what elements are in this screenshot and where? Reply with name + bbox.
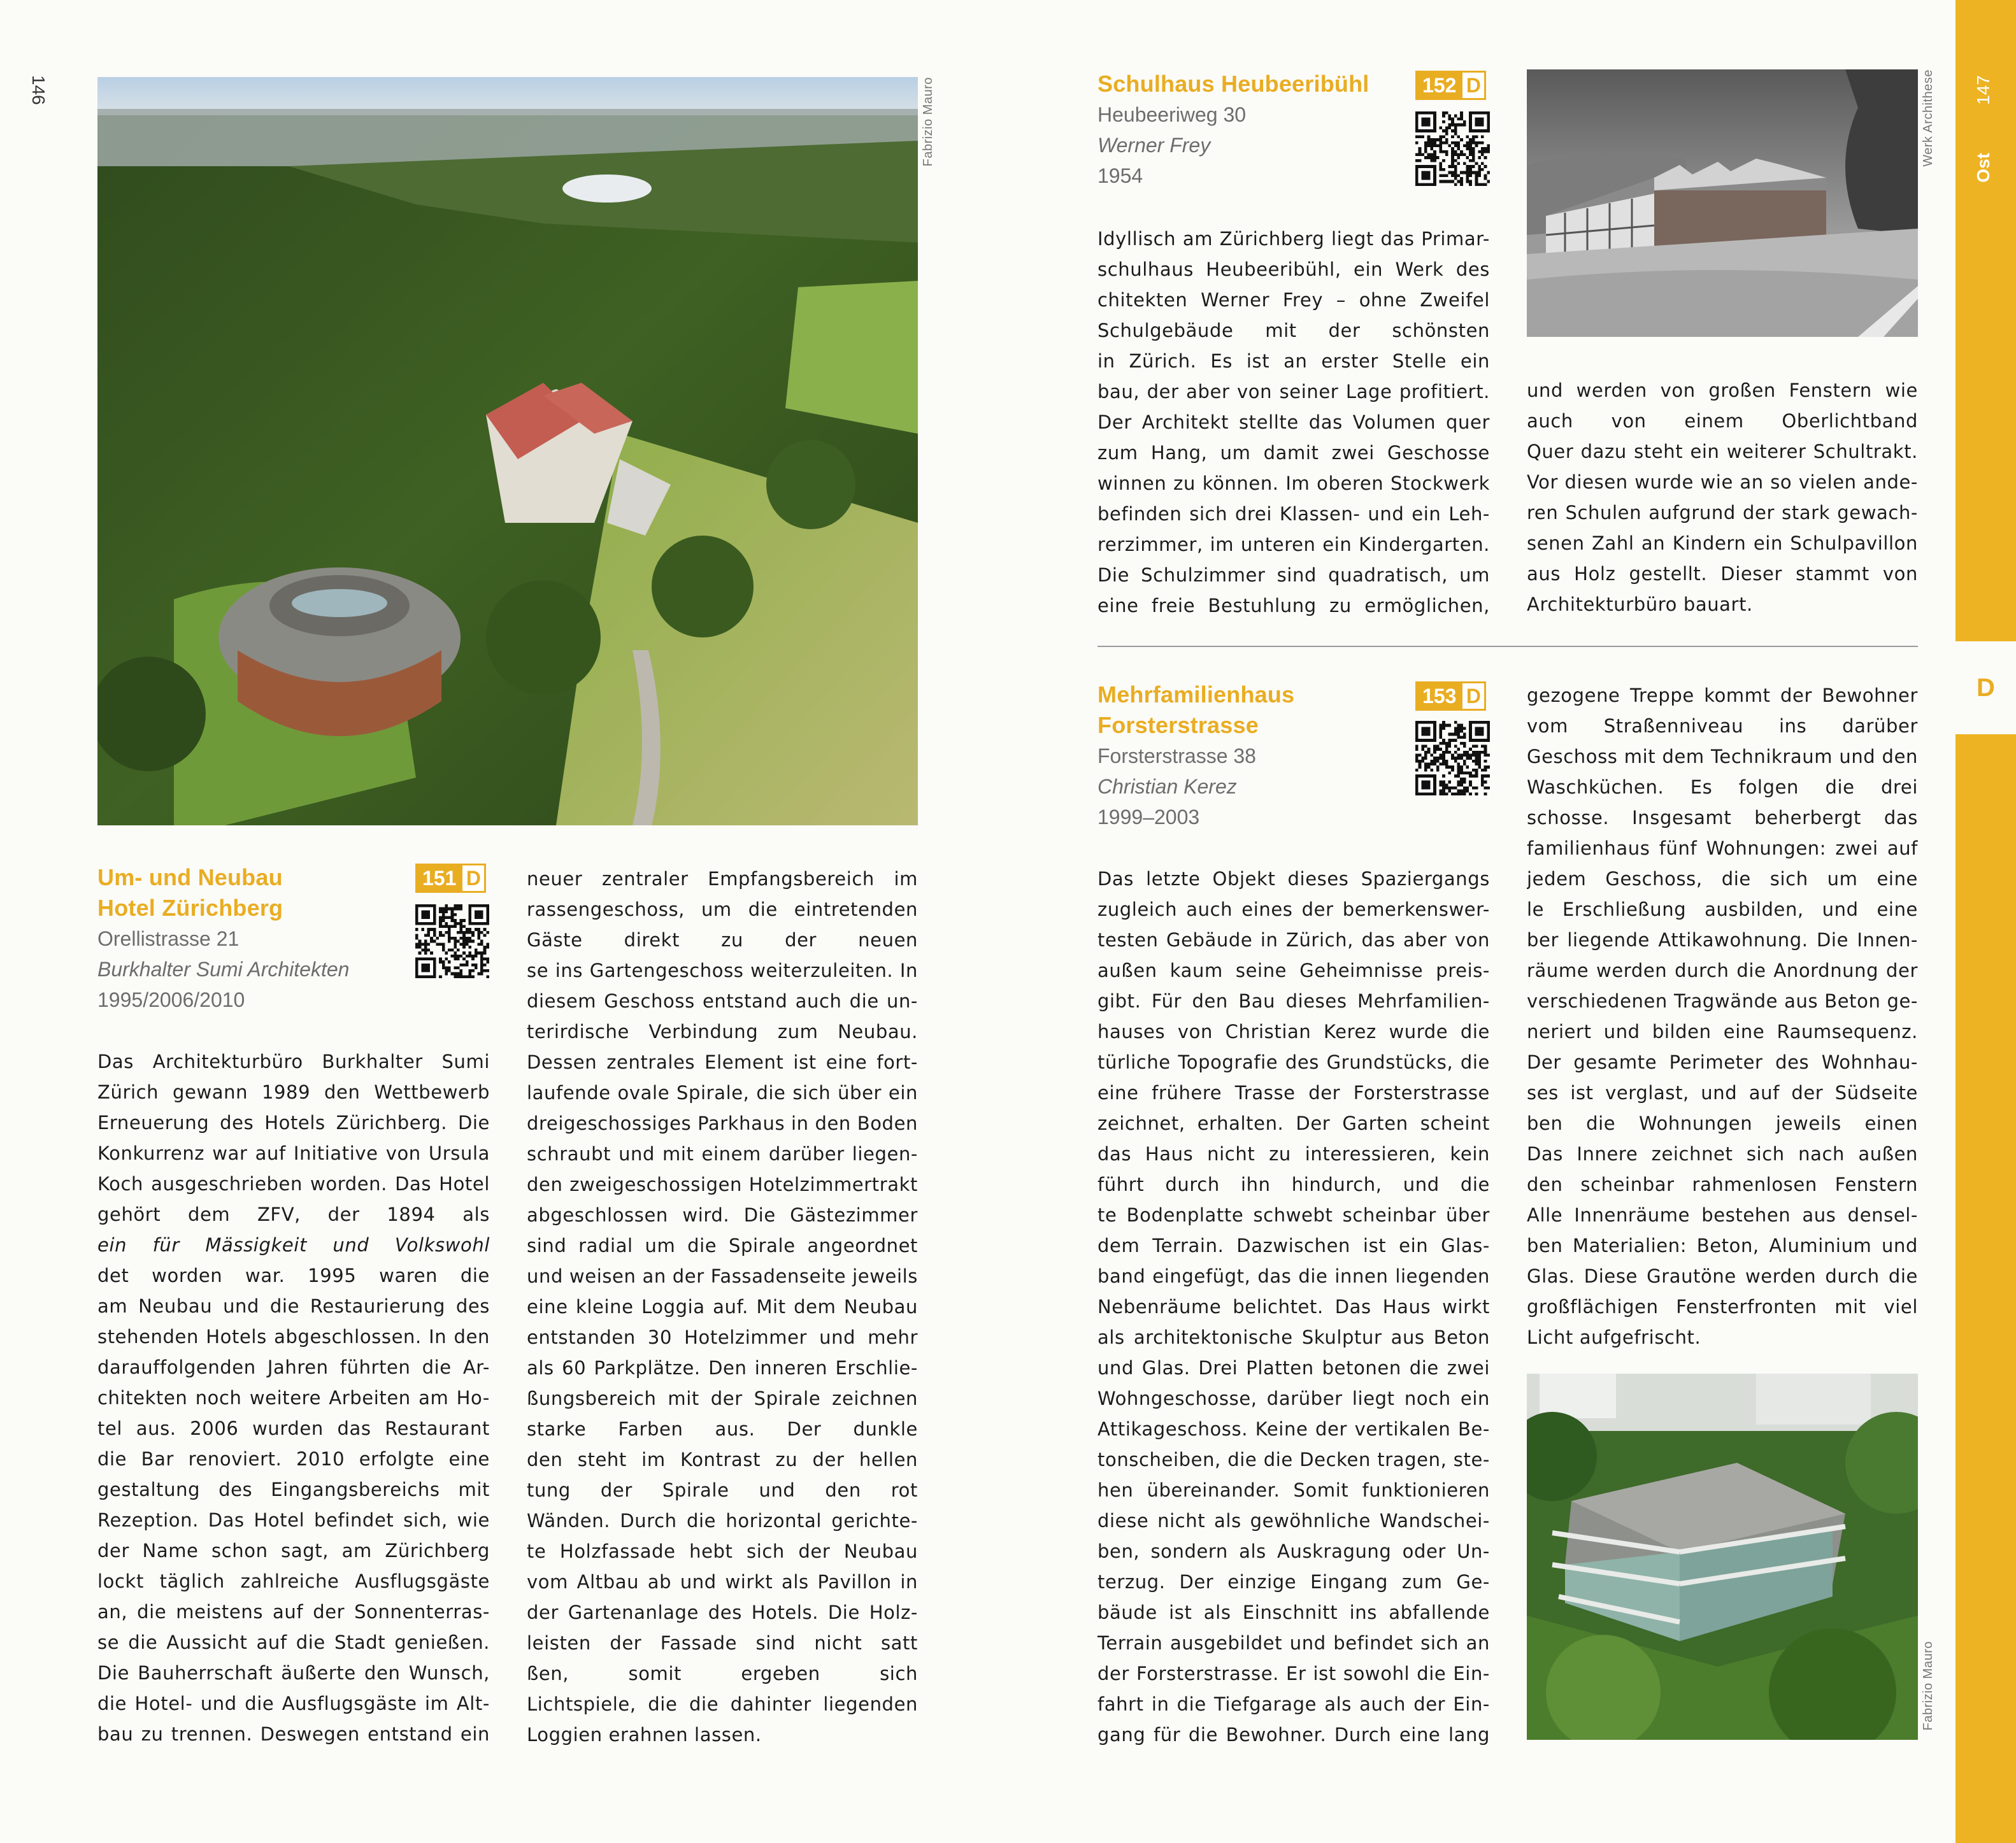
text-line: terzug. Der einzige Eingang zum Ge- [1097,1571,1490,1593]
photo-credit: Fabrizio Mauro [921,77,935,167]
text-line: den zweigeschossigen Hotelzimmertrakt [527,1174,918,1195]
text-line: als architektonische Skulptur aus Beton [1097,1327,1490,1348]
entry-title: Schulhaus Heubeeribühl [1097,71,1369,97]
text-line: lockt täglich zahlreiche Ausflugsgäste [97,1570,490,1592]
text-line: die Hotel- und die Ausflugsgäste im Alt- [97,1693,490,1714]
text-line: jedem Geschoss, die sich um eine [1527,868,1918,890]
qr-code-icon [1415,111,1490,186]
text-line: ben die Wohnungen jeweils einen [1527,1113,1918,1134]
text-line: ren Schulen aufgrund der stark gewach- [1527,502,1918,523]
text-line: neuer zentraler Empfangsbereich im [527,868,918,890]
text-line: Die Schulzimmer sind quadratisch, um [1097,564,1490,586]
text-line: in Zürich. Es ist an erster Stelle ein [1097,350,1490,372]
photo-schulhaus-heubeeribuehl [1527,69,1918,337]
text-line: leisten der Fassade sind nicht satt [527,1632,918,1654]
text-line: dreigeschossiges Parkhaus in den Boden [527,1113,918,1134]
text-line: die Bar renoviert. 2010 erfolgte eine [97,1448,490,1470]
text-line: zugleich auch eines der bemerkenswer- [1097,899,1490,920]
text-line: führt durch ihn hindurch, und die [1097,1174,1490,1195]
text-line: darauffolgenden Jahren führten die Ar- [97,1356,490,1378]
text-line: schraubt und mit einem darüber liegen- [527,1143,918,1165]
text-line: Lichtspiele, die die dahinter liegenden [527,1693,918,1715]
text-line: großflächigen Fensterfronten mit viel [1527,1296,1918,1318]
entry-region: D [1462,683,1484,709]
text-line: Terrain ausgebildet und befindet sich an [1097,1632,1490,1654]
page-number-left: 146 [29,75,48,105]
text-line: ben, sondern als Auskragung oder Un- [1097,1541,1490,1562]
text-line: der Forsterstrasse. Er ist sowohl die Ein- [1097,1663,1490,1684]
text-line: Dessen zentrales Element ist eine fort- [527,1051,918,1073]
text-line: ßen, somit ergeben sich [527,1663,918,1684]
text-line: te Holzfassade hebt sich der Neubau [527,1541,918,1562]
text-line: testen Gebäude in Zürich, das aber von [1097,929,1490,951]
text-line: familienhaus fünf Wohnungen: zwei auf [1527,837,1918,859]
text-line: Das Innere zeichnet sich nach außen [1527,1143,1918,1165]
entry-years: 1995/2006/2010 [97,988,245,1011]
text-line: diese nicht als gewöhnliche Wandschei- [1097,1510,1490,1532]
text-line: verschiedenen Tragwände aus Beton ge- [1527,990,1918,1012]
text-line: das Haus nicht zu interessieren, kein [1097,1143,1490,1165]
text-line: und weisen an der Fassadenseite jeweils [527,1265,918,1287]
text-line: Loggien erahnen lassen. [527,1724,762,1746]
text-line: stehenden Hotels abgeschlossen. In den [97,1326,490,1348]
text-line: bau, der aber von seiner Lage profitiert. [1097,381,1490,402]
text-line: starke Farben aus. Der dunkle [527,1418,918,1440]
text-line: am Neubau und die Restaurierung des [97,1295,490,1317]
qr-code-icon [415,904,489,979]
text-line: schosse. Insgesamt beherbergt das [1527,807,1918,829]
text-line: eine freie Bestuhlung zu ermöglichen, [1097,595,1490,616]
entry-153-text-col-1 [1097,864,1490,1750]
text-line: gestaltung des Eingangsbereichs mit [97,1479,490,1500]
text-line: dem Terrain. Dazwischen ist ein Glas- [1097,1235,1490,1256]
text-line: gibt. Für den Bau dieses Mehrfamilien- [1097,990,1490,1012]
entry-153-header [1097,680,1294,832]
photo-credit: Fabrizio Mauro [1921,1641,1935,1731]
entry-number-badge [1415,681,1486,711]
text-line: an, die meistens auf der Sonnenterras- [97,1601,490,1623]
text-line: aus Holz gestellt. Dieser stammt von [1527,563,1918,585]
photo-mehrfamilienhaus-forsterstrasse [1527,1374,1918,1740]
text-line: se die Aussicht auf die Stadt genießen. [97,1632,490,1653]
text-line: der Name schon sagt, am Zürichberg [97,1540,490,1562]
text-line: gezogene Treppe kommt der Bewohner [1527,685,1918,706]
text-line: le Erschließung ausbilden, und eine [1527,899,1918,920]
region-tab[interactable] [1955,641,2016,734]
text-line: te Bodenplatte schwebt scheinbar über [1097,1204,1490,1226]
entry-153-text-col-2 [1527,680,1918,1353]
text-line: Erneuerung des Hotels Zürichberg. Die [97,1112,490,1134]
text-line: Das letzte Objekt dieses Spaziergangs [1097,868,1490,890]
text-line: rassengeschoss, um die eintretenden [527,899,918,920]
italic-text: ein für Mässigkeit und Volkswohl [97,1234,490,1256]
entry-number: 152 [1422,73,1457,97]
text-line: Waschküchen. Es folgen die drei [1527,776,1918,798]
text-line: der Gartenanlage des Hotels. Die Holz- [527,1602,918,1623]
photo-credit: Werk Archithese [1921,69,1935,167]
text-line: se ins Gartengeschoss weiterzuleiten. In [527,960,918,981]
text-line: eine frühere Trasse der Forsterstrasse [1097,1082,1490,1104]
text-line: tel aus. 2006 wurden das Restaurant [97,1418,490,1439]
text-line: zeichnet, erhalten. Der Garten scheint [1097,1113,1490,1134]
text-line: bau zu trennen. Deswegen entstand ein [97,1723,490,1745]
entry-number: 153 [1422,684,1457,708]
text-line: ses ist verglast, und auf der Südseite [1527,1082,1918,1104]
text-line: det worden war. 1995 waren die [97,1265,490,1286]
text-segment: gehört dem ZFV, der 1894 als [97,1204,490,1225]
text-line: und Glas. Drei Platten betonen die zwei [1097,1357,1490,1379]
text-line: Nebenräume belichtet. Das Haus wirkt [1097,1296,1490,1318]
text-line: ber liegende Attikawohnung. Die Innen- [1527,929,1918,951]
text-line: rerzimmer, im unteren ein Kindergarten. [1097,534,1490,555]
text-line: Wänden. Durch die horizontal gerichte- [527,1510,918,1532]
page-number-right: 147 [1973,75,1993,105]
text-line: befinden sich drei Klassen- und ein Leh- [1097,503,1490,525]
text-line: hen übereinander. Somit funktionieren [1097,1479,1490,1501]
text-line: bäude ist als Einschnitt ins abfallende [1097,1602,1490,1623]
text-line: chitekten noch weitere Arbeiten am Ho- [97,1387,490,1409]
text-line: gang für die Bewohner. Durch eine lang [1097,1724,1490,1746]
region-tab-label: D [1977,673,1995,702]
text-line: Alle Innenräume bestehen aus densel- [1527,1204,1918,1226]
text-line: ßungsbereich mit der Spirale zeichnen [527,1388,918,1409]
entry-152-text-col-1 [1097,224,1490,621]
entry-151-text-col-1 [97,1046,490,1749]
text-line: Geschoss mit dem Technikraum und den [1527,746,1918,767]
text-line [97,1199,490,1230]
entry-152-text-col-2 [1527,375,1918,620]
text-line: Der gesamte Perimeter des Wohnhau- [1527,1051,1918,1073]
text-line: vom Altbau ab und wirkt als Pavillon in [527,1571,918,1593]
text-line: senen Zahl an Kindern ein Schulpavillon [1527,532,1918,554]
entry-architect: Burkhalter Sumi Architekten [97,958,350,981]
entry-title: Hotel Zürichberg [97,895,283,921]
text-line: terirdische Verbindung zum Neubau. [527,1021,918,1042]
text-line: Attikageschoss. Keine der vertikalen Be- [1097,1418,1490,1440]
entry-address: Heubeeriweg 30 [1097,103,1247,126]
text-line: tonscheiben, die die Decken tragen, ste- [1097,1449,1490,1470]
text-line: Das Architekturbüro Burkhalter Sumi [97,1051,490,1072]
text-line: tung der Spirale und den rot [527,1479,918,1501]
text-line: band eingefügt, das die innen liegenden [1097,1265,1490,1287]
entry-152-header [1097,69,1369,191]
text-line: winnen zu können. Im oberen Stockwerk [1097,473,1490,494]
text-line: Rezeption. Das Hotel befindet sich, wie [97,1509,490,1531]
entry-years: 1999–2003 [1097,806,1200,829]
entry-title: Mehrfamilienhaus [1097,681,1295,708]
text-line: Schulgebäude mit der schönsten [1097,320,1490,341]
text-line: Der Architekt stellte das Volumen quer [1097,411,1490,433]
text-line: vom Straßenniveau ins darüber [1527,715,1918,737]
entry-number-badge [1415,71,1486,100]
text-line: Architekturbüro bauart. [1527,594,1753,615]
text-line: Wohngeschosse, darüber liegt noch ein [1097,1388,1490,1409]
text-line: Vor diesen wurde wie an so vielen ande- [1527,471,1918,493]
text-line: auch von einem Oberlichtband [1527,410,1918,432]
text-line: Gäste direkt zu der neuen [527,929,918,951]
text-line: eine kleine Loggia auf. Mit dem Neubau [527,1296,918,1318]
text-line: außen kaum seine Geheimnisse preis- [1097,960,1490,981]
section-sidebar [1955,0,2016,1843]
text-line: entstanden 30 Hotelzimmer und mehr [527,1327,918,1348]
text-line: Licht aufgefrischt. [1527,1327,1701,1348]
text-line: diesem Geschoss entstand auch die un- [527,990,918,1012]
entry-number: 151 [422,866,457,890]
entry-years: 1954 [1097,164,1143,187]
entry-architect: Werner Frey [1097,134,1211,157]
text-line: fahrt in die Tiefgarage als auch der Ein- [1097,1693,1490,1715]
text-line: als 60 Parkplätze. Den inneren Erschlie- [527,1357,918,1379]
section-divider [1097,646,1918,647]
entry-address: Orellistrasse 21 [97,927,239,950]
entry-151-text-col-2 [527,864,918,1750]
text-line: Idyllisch am Zürichberg liegt das Primar- [1097,228,1490,250]
text-line: zum Hang, um damit zwei Geschosse [1097,442,1490,464]
text-line: hauses von Christian Kerez wurde die [1097,1021,1490,1042]
text-line: und werden von großen Fenstern wie [1527,380,1918,401]
photo-hotel-zuerichberg-aerial [97,77,918,825]
text-line: schulhaus Heubeeribühl, ein Werk des [1097,259,1490,280]
entry-region: D [462,865,484,891]
text-line [97,1230,490,1260]
text-line: Die Bauherrschaft äußerte den Wunsch, [97,1662,490,1684]
text-line: abgeschlossen wird. Die Gästezimmer [527,1204,918,1226]
entry-title: Forsterstrasse [1097,712,1259,738]
section-label: Ost [1973,153,1993,183]
text-line: ben Materialien: Beton, Aluminium und [1527,1235,1918,1256]
entry-number-badge [415,864,486,893]
text-line: räume werden durch die Anordnung der [1527,960,1918,981]
text-line: chitekten Werner Frey – ohne Zweifel [1097,289,1490,311]
text-line: Koch ausgeschrieben worden. Das Hotel [97,1173,490,1195]
entry-151-header [97,862,349,1015]
text-line: laufende ovale Spirale, die sich über ein [527,1082,918,1104]
text-line: Glas. Diese Grautöne werden durch die [1527,1265,1918,1287]
entry-address: Forsterstrasse 38 [1097,744,1256,767]
text-line: Konkurrenz war auf Initiative von Ursula [97,1142,490,1164]
qr-code-icon [1415,721,1490,795]
text-line: Zürich gewann 1989 den Wettbewerb [97,1081,490,1103]
text-line: neriert und bilden eine Raumsequenz. [1527,1021,1918,1042]
entry-title: Um- und Neubau [97,864,283,890]
text-line: den steht im Kontrast zu der hellen [527,1449,918,1470]
entry-region: D [1462,73,1484,98]
text-line: sind radial um die Spirale angeordnet [527,1235,918,1256]
entry-architect: Christian Kerez [1097,775,1237,798]
text-line: den scheinbar rahmenlosen Fenstern [1527,1174,1918,1195]
text-line: türliche Topografie des Grundstücks, die [1097,1051,1490,1073]
text-line: Quer dazu steht ein weiterer Schultrakt. [1527,441,1918,462]
